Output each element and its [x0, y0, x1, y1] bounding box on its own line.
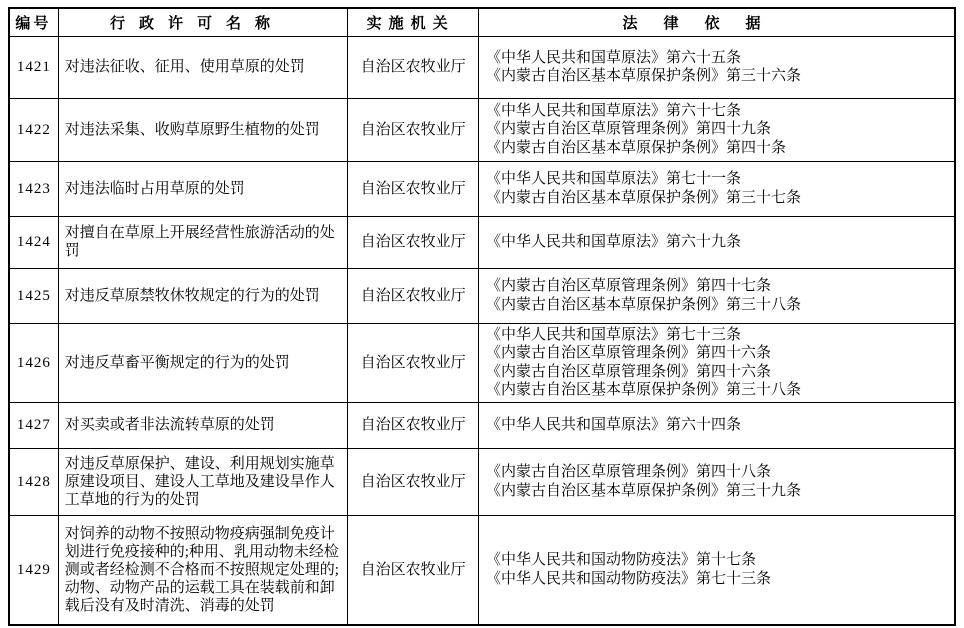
- cell-legal: [478, 268, 955, 323]
- legal-basis-line: 《内蒙古自治区基本草原保护条例》第三十六条: [485, 68, 801, 84]
- cell-legal: [478, 36, 955, 98]
- legal-basis-line: 《中华人民共和国草原法》第六十五条: [485, 49, 741, 66]
- table-row: [9, 323, 955, 402]
- header-name: 行政许可名称: [58, 8, 348, 36]
- legal-basis-line: 《内蒙古自治区基本草原保护条例》第四十条: [485, 139, 786, 156]
- cell-name: 对违法征收、征用、使用草原的处罚: [58, 36, 348, 98]
- cell-id: 1424: [9, 216, 58, 268]
- cell-legal: [478, 161, 955, 216]
- cell-legal: [478, 323, 955, 402]
- cell-id: 1426: [9, 323, 58, 402]
- legal-basis-line: 《中华人民共和国草原法》第六十九条: [485, 233, 741, 250]
- cell-agency: 自治区农牧业厅: [348, 161, 479, 216]
- cell-agency: 自治区农牧业厅: [348, 36, 479, 98]
- cell-agency: 自治区农牧业厅: [348, 216, 479, 268]
- cell-legal: [478, 515, 955, 625]
- legal-basis-line: 《内蒙古自治区草原管理条例》第四十七条: [485, 278, 771, 294]
- cell-id: 1423: [9, 161, 58, 216]
- cell-legal: [478, 216, 955, 268]
- cell-name: 对违法临时占用草原的处罚: [58, 161, 348, 216]
- legal-basis-line: 《内蒙古自治区草原管理条例》第四十八条: [485, 464, 771, 480]
- cell-id: 1427: [9, 402, 58, 448]
- cell-legal: [478, 98, 955, 161]
- cell-name: 对擅自在草原上开展经营性旅游活动的处罚: [58, 216, 348, 268]
- cell-id: 1429: [9, 515, 58, 625]
- cell-agency: 自治区农牧业厅: [348, 515, 479, 625]
- table-row: [9, 98, 955, 161]
- legal-basis-line: 《中华人民共和国动物防疫法》第七十三条: [485, 570, 771, 587]
- cell-id: 1422: [9, 98, 58, 161]
- cell-name: 对饲养的动物不按照动物疫病强制免疫计划进行免疫接种的;种用、乳用动物未经检测或者经检测不合格而不按照规定处理的;动物、动物产品的运载工具在装载前和卸载后没有及时清洗、消毒的处罚: [58, 515, 348, 625]
- legal-basis-line: 《中华人民共和国草原法》第七十三条: [485, 326, 741, 343]
- table-row: [9, 515, 955, 625]
- legal-basis-line: 《中华人民共和国草原法》第六十四条: [485, 416, 741, 433]
- cell-name: 对违反草原保护、建设、利用规划实施草原建设项目、建设人工草地及建设旱作人工草地的行为的处罚: [58, 448, 348, 515]
- table-row: [9, 402, 955, 448]
- cell-agency: 自治区农牧业厅: [348, 98, 479, 161]
- cell-legal: [478, 402, 955, 448]
- table-row: [9, 448, 955, 515]
- legal-basis-line: 《内蒙古自治区基本草原保护条例》第三十八条: [485, 296, 801, 313]
- table-row: [9, 36, 955, 98]
- table-row: [9, 268, 955, 323]
- cell-legal: [478, 448, 955, 515]
- cell-name: 对买卖或者非法流转草原的处罚: [58, 402, 348, 448]
- legal-basis-line: 《内蒙古自治区草原管理条例》第四十九条: [485, 121, 771, 138]
- cell-name: 对违反草畜平衡规定的行为的处罚: [58, 323, 348, 402]
- legal-basis-line: 《内蒙古自治区草原管理条例》第四十六条: [485, 345, 771, 361]
- legal-basis-line: 《内蒙古自治区基本草原保护条例》第三十九条: [485, 482, 801, 499]
- header-agency: 实施机关: [348, 8, 479, 36]
- legal-basis-line: 《中华人民共和国草原法》第七十一条: [485, 171, 741, 187]
- cell-agency: 自治区农牧业厅: [348, 402, 479, 448]
- cell-agency: 自治区农牧业厅: [348, 448, 479, 515]
- cell-agency: 自治区农牧业厅: [348, 323, 479, 402]
- legal-basis-line: 《中华人民共和国动物防疫法》第十七条: [485, 552, 756, 569]
- cell-id: 1425: [9, 268, 58, 323]
- table-row: [9, 161, 955, 216]
- table-row: [9, 216, 955, 268]
- header-legal: 法律依据: [478, 8, 955, 36]
- cell-name: 对违反草原禁牧休牧规定的行为的处罚: [58, 268, 348, 323]
- cell-name: 对违法采集、收购草原野生植物的处罚: [58, 98, 348, 161]
- cell-id: 1421: [9, 36, 58, 98]
- cell-id: 1428: [9, 448, 58, 515]
- cell-agency: 自治区农牧业厅: [348, 268, 479, 323]
- header-row: [9, 8, 955, 36]
- table-header: [9, 8, 955, 36]
- header-id: 编号: [9, 8, 58, 36]
- legal-basis-line: 《内蒙古自治区草原管理条例》第四十六条: [485, 363, 771, 380]
- table-body: [9, 36, 955, 625]
- legal-basis-line: 《内蒙古自治区基本草原保护条例》第三十七条: [485, 189, 801, 206]
- legal-basis-line: 《中华人民共和国草原法》第六十七条: [485, 102, 741, 119]
- legal-basis-line: 《内蒙古自治区基本草原保护条例》第三十八条: [485, 382, 801, 398]
- administrative-permits-table: [8, 7, 956, 626]
